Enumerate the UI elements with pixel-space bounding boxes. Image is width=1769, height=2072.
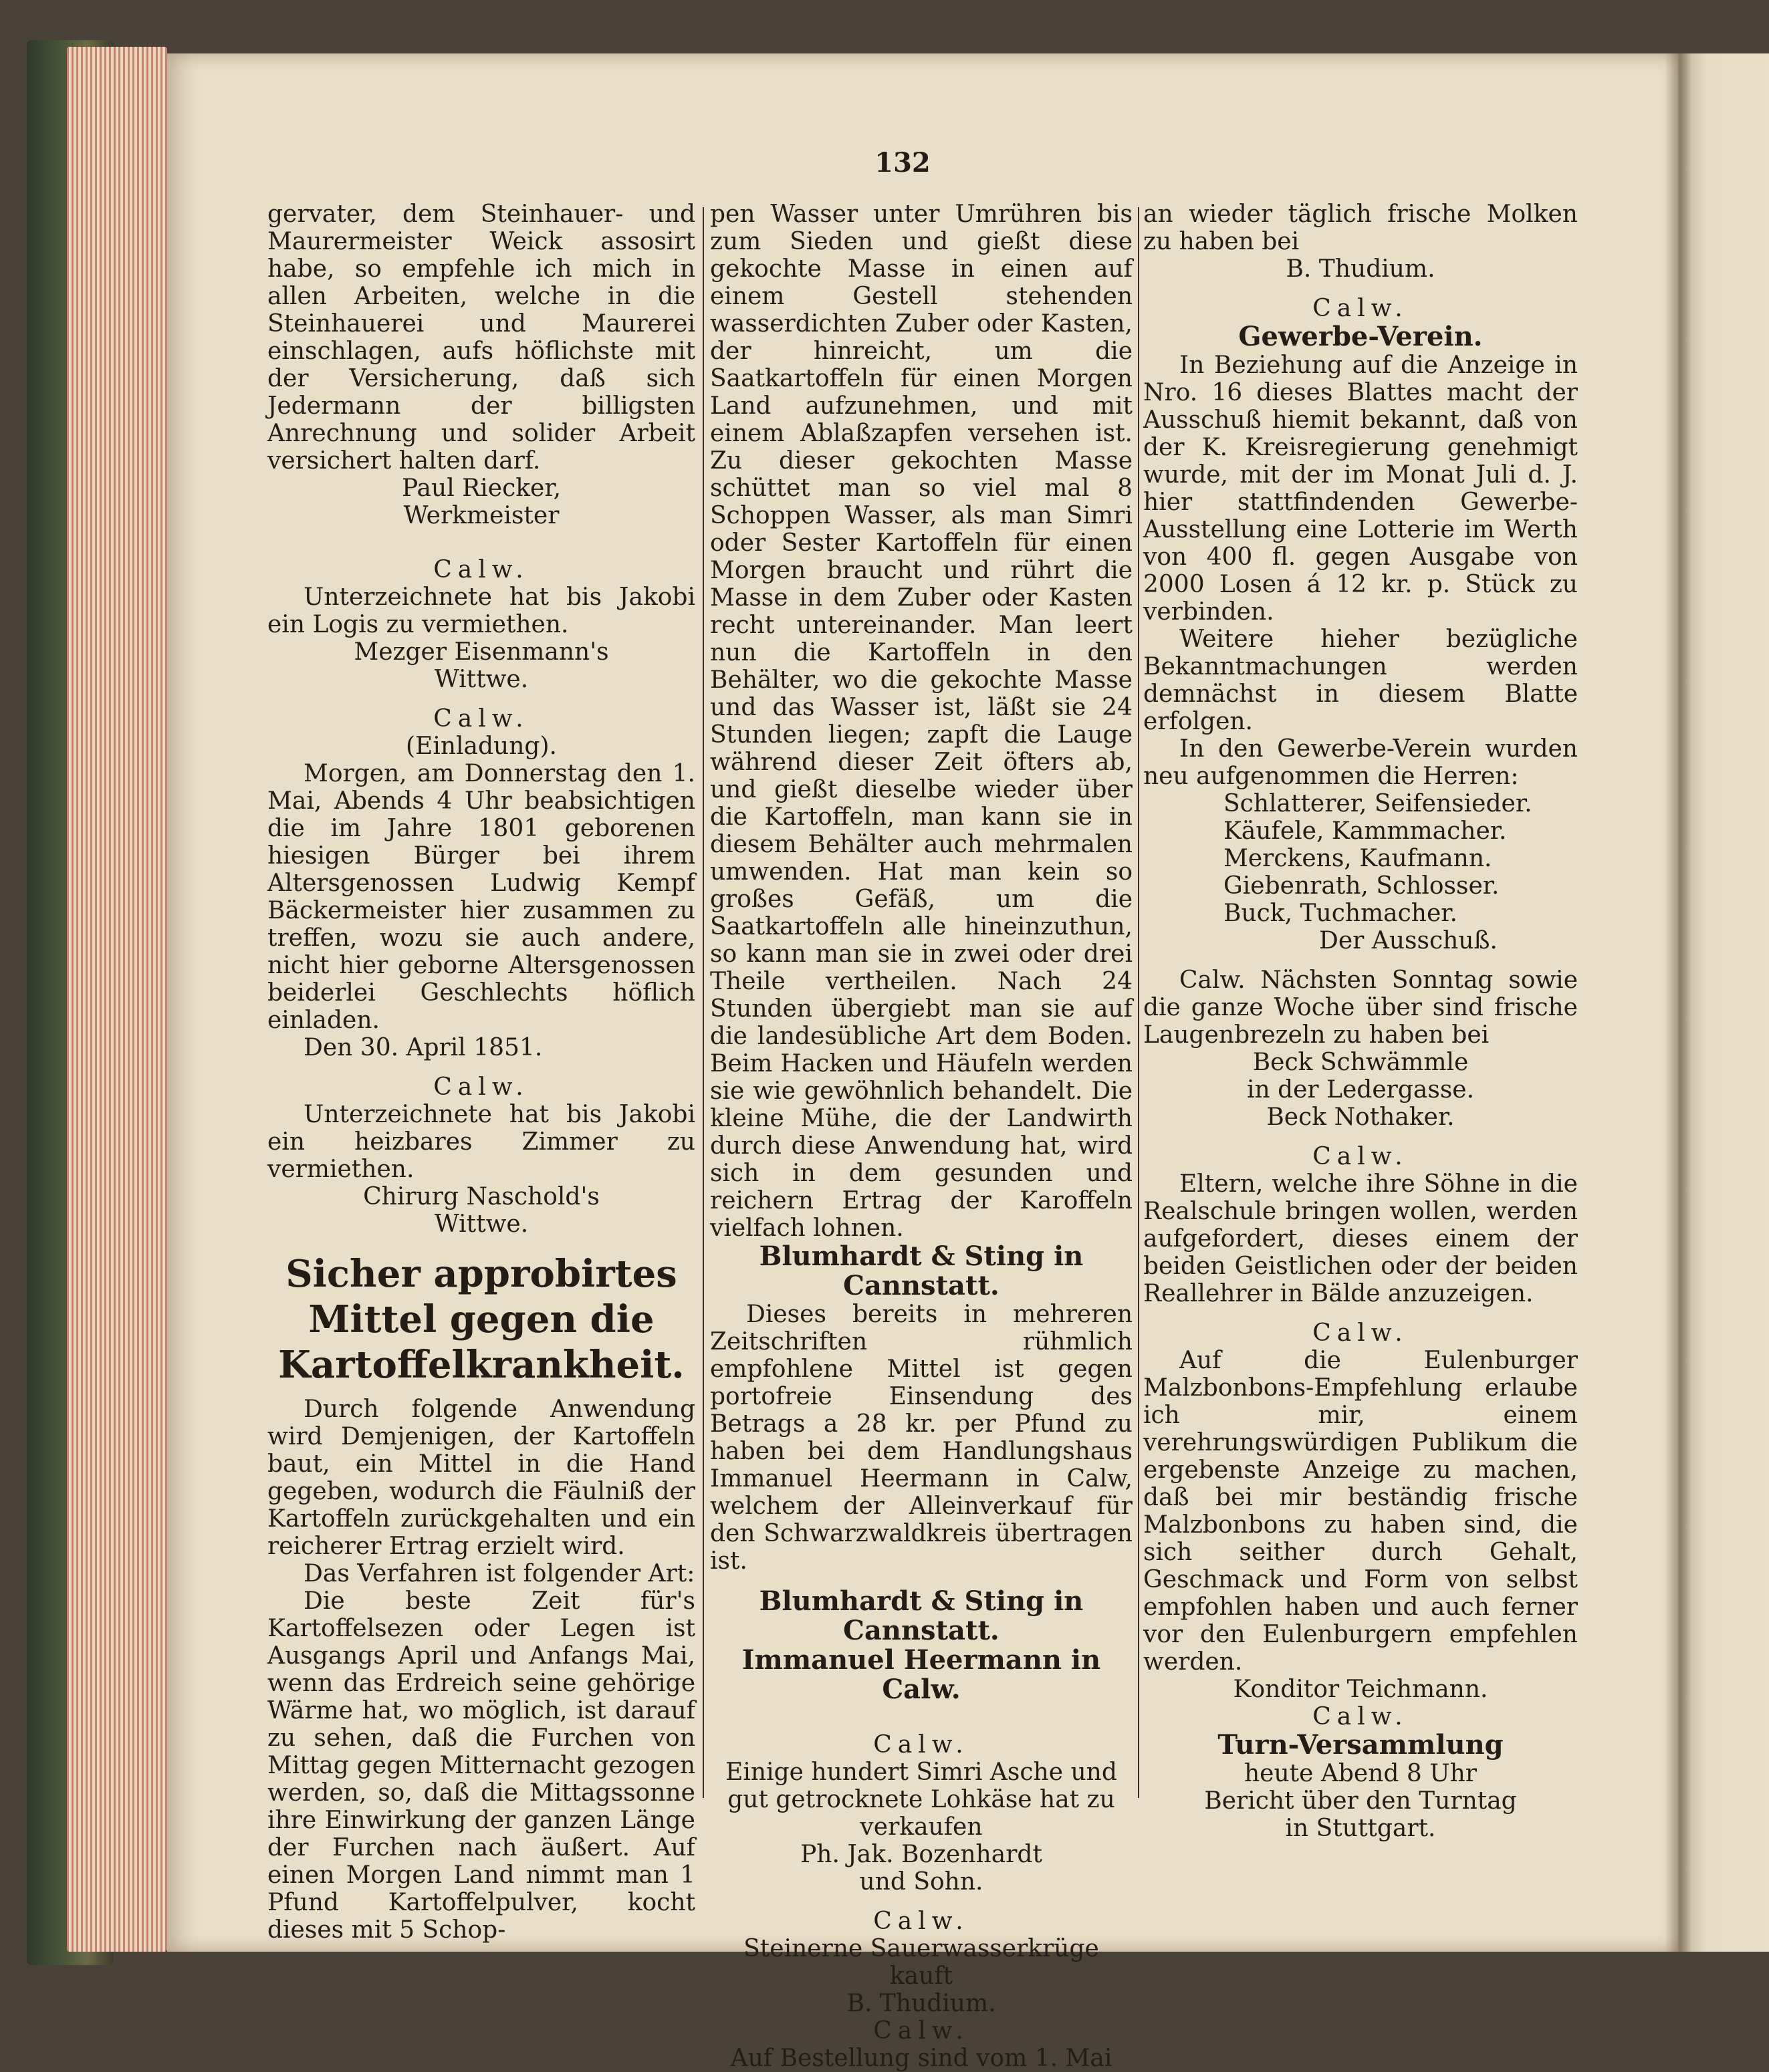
ad-text: in Stuttgart. xyxy=(1285,1815,1436,1842)
ad-text: Bericht über den Turntag xyxy=(1204,1787,1517,1815)
subheading: (Einladung). xyxy=(406,733,557,760)
article-signature-heading: Blumhardt & Sting in Cannstatt. xyxy=(759,1241,1084,1301)
column-2 xyxy=(710,201,1133,2072)
place-heading: Calw. xyxy=(873,1731,969,1759)
ad-text: Unterzeichnete hat bis Jakobi ein heizbares Zimmer zu vermiethen. xyxy=(267,1101,695,1183)
column-1 xyxy=(267,201,695,1944)
signature: Werkmeister xyxy=(403,502,560,529)
section-heading: Turn-Versammlung xyxy=(1217,1729,1504,1761)
list-item: Schlatterer, Seifensieder. xyxy=(1223,790,1532,817)
signature: Chirurg Naschold's xyxy=(363,1183,600,1210)
ad-text: Auf Bestellung sind vom 1. Mai xyxy=(730,2045,1112,2072)
ad-text: Morgen, am Donnerstag den 1. Mai, Abends 4 Uhr beabsichtigen die im Jahre 1801 geborenen hiesigen Bürger bei ihrem Altersgenossen Ludwig Kempf Bäckermeister hier zusammen zu treffen, wozu sie auch andere, nicht hier geborne Altersgenossen beiderlei Geschlechts höflich einladen. xyxy=(267,760,695,1034)
place-heading: Calw. xyxy=(433,1073,529,1101)
page-number: 132 xyxy=(874,147,931,178)
signature: Beck Nothaker. xyxy=(1266,1104,1455,1131)
signature: Wittwe. xyxy=(434,1210,529,1238)
ad-text: In den Gewerbe-Verein wurden neu aufgenommen die Herren: xyxy=(1143,735,1578,790)
signature: und Sohn. xyxy=(859,1868,983,1896)
place-heading: Calw. xyxy=(873,1908,969,1935)
place-heading: Calw. xyxy=(1312,1703,1409,1730)
article-signature-heading: Blumhardt & Sting in Cannstatt. xyxy=(759,1585,1084,1646)
list-item: Käufele, Kammmacher. xyxy=(1223,817,1507,845)
place-heading: Calw. xyxy=(433,556,529,584)
place-heading: Calw. xyxy=(1312,1143,1409,1170)
ad-text: Auf die Eulenburger Malzbonbons-Empfehlung erlaube ich mir, einem verehrungswürdigen Publikum die ergebenste Anzeige zu machen, daß bei mir beständig frische Malzbonbons zu haben sind, die sich seither durch Gehalt, Geschmack und Form von selbst empfohlen haben und auch ferner vor den Eulenburgern empfehlen werden. xyxy=(1143,1347,1578,1676)
place-heading: Calw. xyxy=(873,2017,969,2045)
ad-text: Weitere hieher bezügliche Bekanntmachungen werden demnächst in diesem Blatte erfolgen. xyxy=(1143,626,1578,735)
member-list xyxy=(1143,790,1578,927)
ad-text: Einige hundert Simri Asche und gut getrocknete Lohkäse hat zu verkaufen xyxy=(725,1759,1117,1841)
ad-text: In Beziehung auf die Anzeige in Nro. 16 dieses Blattes macht der Ausschuß hiemit bekannt, daß von der K. Kreisregierung genehmigt wurde, mit der im Monat Juli d. J. hier stattfindenden Gewerbe-Ausstellung eine Lotterie im Werth von 400 fl. gegen Ausgabe von 2000 Losen á 12 kr. p. Stück zu verbinden. xyxy=(1143,352,1578,626)
article-text: Durch folgende Anwendung wird Demjenigen, der Kartoffeln baut, ein Mittel in die Hand gegeben, wodurch die Fäulniß der Kartoffeln zurückgehalten und ein reicherer Ertrag erzielt wird. xyxy=(267,1396,695,1560)
signature: Wittwe. xyxy=(434,666,529,693)
article-signature-heading: Immanuel Heermann in Calw. xyxy=(741,1644,1101,1705)
place-heading: Calw. xyxy=(1312,1319,1409,1347)
signature: in der Ledergasse. xyxy=(1246,1076,1475,1104)
date-line: Den 30. April 1851. xyxy=(304,1034,543,1061)
facing-page-edge xyxy=(1678,53,1769,1952)
article-heading: Sicher approbirtes Mittel gegen die Kartoffelkrankheit. xyxy=(278,1252,685,1387)
article-text: Das Verfahren ist folgender Art: xyxy=(304,1560,695,1587)
signature: B. Thudium. xyxy=(1286,255,1435,283)
page-edges xyxy=(67,47,167,1952)
signature: Konditor Teichmann. xyxy=(1233,1676,1488,1703)
column-rule xyxy=(703,207,704,1798)
ad-text: Unterzeichnete hat bis Jakobi ein Logis zu vermiethen. xyxy=(267,584,695,638)
signature: Beck Schwämmle xyxy=(1252,1049,1469,1076)
list-item: Buck, Tuchmacher. xyxy=(1223,900,1457,927)
signature: Paul Riecker, xyxy=(401,475,562,502)
signature: Ph. Jak. Bozenhardt xyxy=(800,1841,1042,1868)
list-item: Giebenrath, Schlosser. xyxy=(1223,872,1500,900)
column-rule xyxy=(1138,207,1139,1798)
signature: B. Thudium. xyxy=(846,1990,996,2017)
signature: Der Ausschuß. xyxy=(1319,927,1498,954)
place-heading: Calw. xyxy=(433,705,529,733)
ad-text: Calw. Nächsten Sonntag sowie die ganze Woche über sind frische Laugenbrezeln zu haben bei xyxy=(1143,966,1578,1049)
ad-text: gervater, dem Steinhauer- und Maurermeister Weick assosirt habe, so empfehle ich mich in allen Arbeiten, welche in die Steinhauerei und Maurerei einschlagen, aufs höflichste mit der Versicherung, daß sich Jedermann der billigsten Anrechnung und solider Arbeit versichert halten darf. xyxy=(267,201,695,475)
ad-text: Eltern, welche ihre Söhne in die Realschule bringen wollen, werden aufgefordert, dieses einem der beiden Geistlichen oder der beiden Reallehrer in Bälde anzuzeigen. xyxy=(1143,1170,1578,1307)
article-text: pen Wasser unter Umrühren bis zum Sieden und gießt diese gekochte Masse in einen auf einem Gestell stehenden wasserdichten Zuber oder Kasten, der hinreicht, um die Saatkartoffeln für einen Morgen Land aufzunehmen, und mit einem Ablaßzapfen versehen ist. Zu dieser gekochten Masse schüttet man so viel mal 8 Schoppen Wasser, als man Simri oder Sester Kartoffeln für einen Morgen braucht und rührt die Masse in dem Zuber oder Kasten recht untereinander. Man leert nun die Kartoffeln in den Behälter, wo die gekochte Masse und das Wasser ist, läßt sie 24 Stunden liegen; zapft die Lauge während dieser Zeit öfters ab, und gießt dieselbe wieder über die Kartoffeln, man kann sie in diesem Behälter auch mehrmalen umwenden. Hat man kein so großes Gefäß, um die Saatkartoffeln alle hineinzuthun, so kann man sie in zwei oder drei Theile vertheilen. Nach 24 Stunden übergiebt man sie auf die landesübliche Art dem Boden. Beim Hacken und Häufeln werden sie wie gewöhnlich behandelt. Die kleine Mühe, die der Landwirth durch diese Anwendung hat, wird sich in dem gesunden und reichern Ertrag der Karoffeln vielfach lohnen. xyxy=(710,201,1133,1242)
ad-text: heute Abend 8 Uhr xyxy=(1244,1760,1477,1787)
list-item: Merckens, Kaufmann. xyxy=(1223,845,1492,872)
ad-text: an wieder täglich frische Molken zu haben bei xyxy=(1143,201,1578,255)
ad-text: Dieses bereits in mehreren Zeitschriften rühmlich empfohlene Mittel ist gegen portofreie Einsendung des Betrags a 28 kr. per Pfund zu haben bei dem Handlungshaus Immanuel Heermann in Calw, welchem der Alleinverkauf für den Schwarzwaldkreis übertragen ist. xyxy=(710,1301,1133,1575)
place-heading: Calw. xyxy=(1312,295,1409,322)
ad-text: Steinerne Sauerwasserkrüge kauft xyxy=(743,1935,1099,1990)
spine-shadow xyxy=(1665,53,1691,1952)
signature: Mezger Eisenmann's xyxy=(354,638,609,666)
column-3 xyxy=(1143,201,1578,1842)
article-text: Die beste Zeit für's Kartoffelsezen oder Legen ist Ausgangs April und Anfangs Mai, wenn das Erdreich seine gehörige Wärme hat, wo möglich, ist darauf zu sehen, daß die Furchen von Mittag gegen Mitternacht gezogen werden, so, daß die Mittagssonne ihre Einwirkung der ganzen Länge der Furchen nach äußert. Auf einen Morgen Land nimmt man 1 Pfund Kartoffelpulver, kocht dieses mit 5 Schop- xyxy=(267,1587,695,1944)
section-heading: Gewerbe-Verein. xyxy=(1238,321,1483,352)
